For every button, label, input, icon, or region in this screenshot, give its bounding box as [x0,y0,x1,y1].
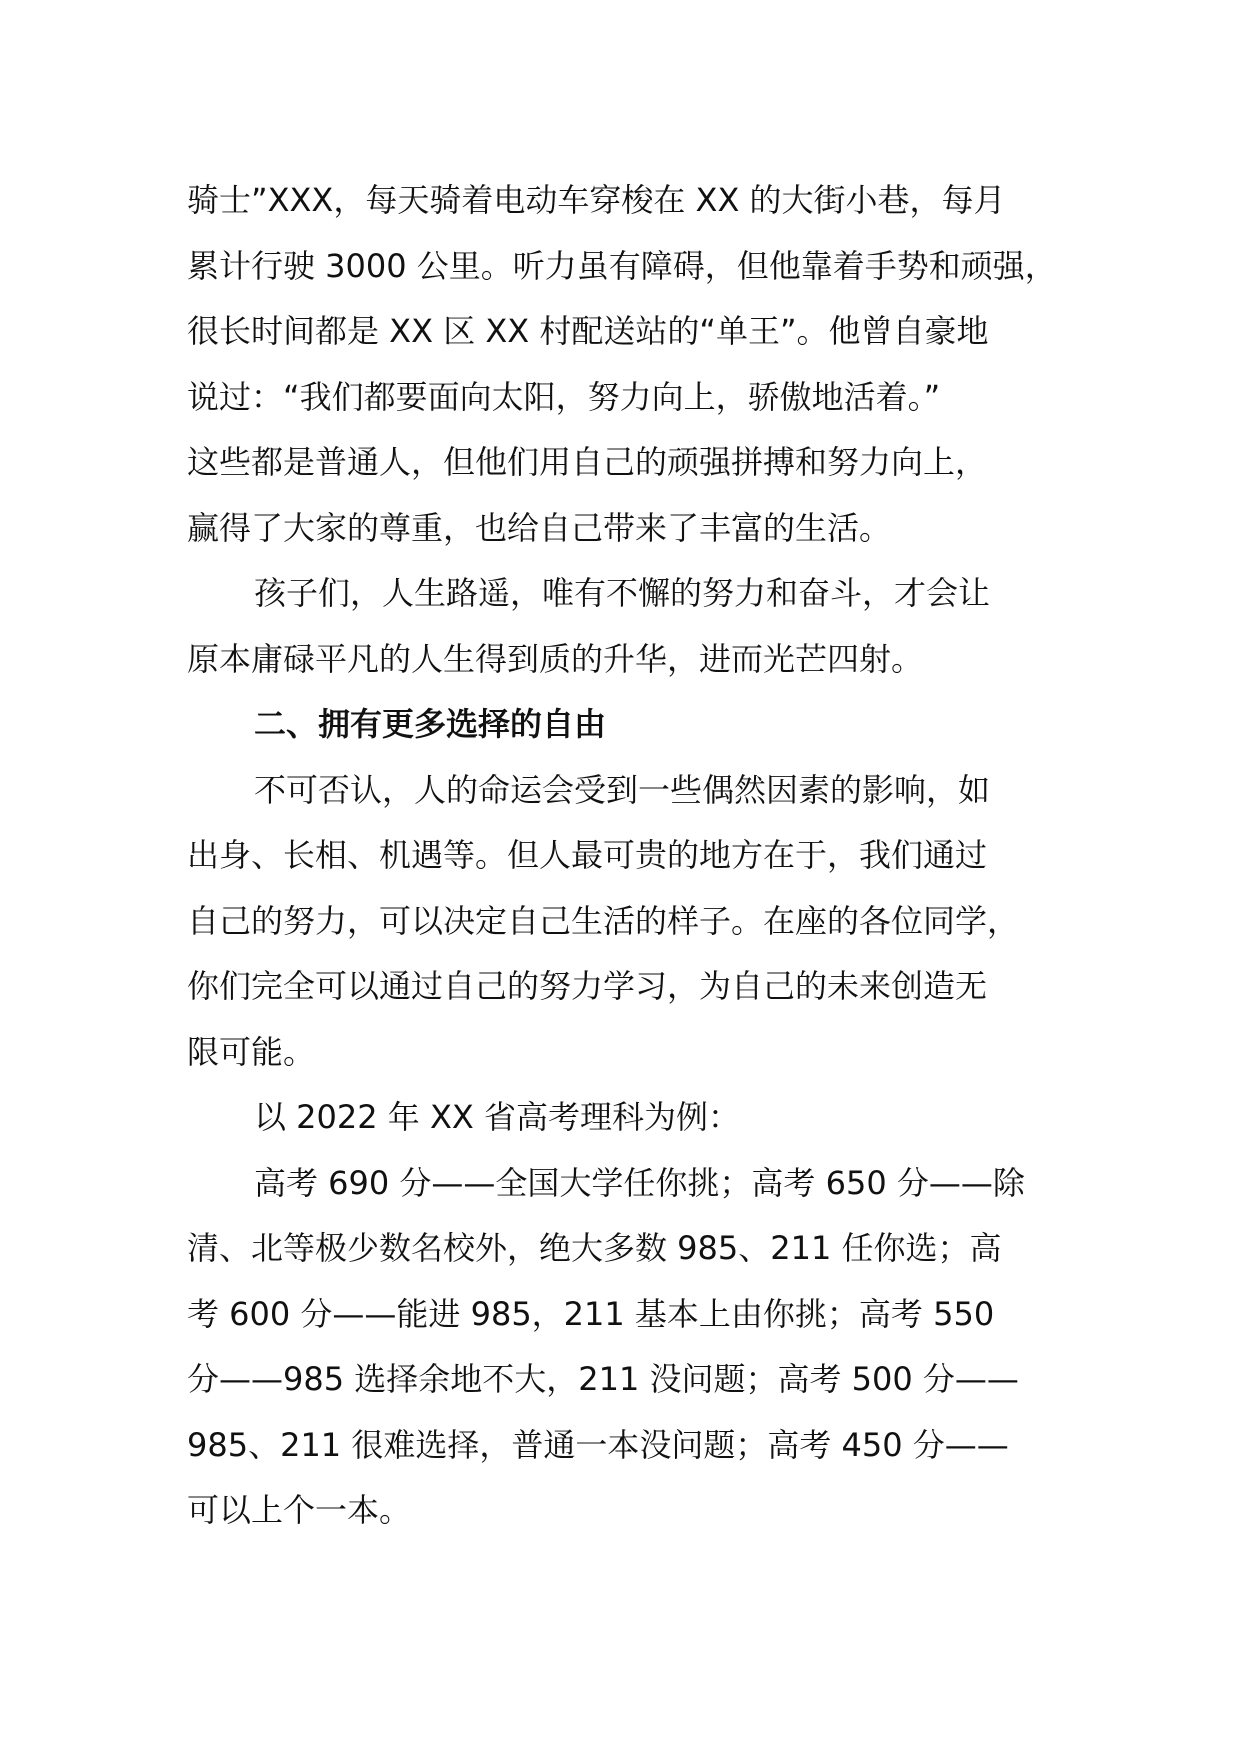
body-line: 清、北等极少数名校外，绝大多数 985、211 任你选；高 [187,1229,1002,1267]
body-line: 这些都是普通人，但他们用自己的顽强拼搏和努力向上， [187,443,988,481]
body-line: 你们完全可以通过自己的努力学习，为自己的未来创造无 [187,967,988,1005]
paragraph-start-line: 高考 690 分——全国大学任你挑；高考 650 分——除 [254,1163,1025,1202]
body-line: 限可能。 [187,1032,316,1071]
body-line: 骑士”XXX，每天骑着电动车穿梭在 XX 的大街小巷，每月 [187,181,1006,219]
paragraph-start-line: 以 2022 年 XX 省高考理科为例： [254,1098,740,1136]
document-body [187,168,1067,1544]
paragraph-start-line: 不可否认，人的命运会受到一些偶然因素的影响，如 [254,770,991,809]
body-line: 考 600 分——能进 985，211 基本上由你挑；高考 550 [187,1294,995,1333]
body-line: 说过：“我们都要面向太阳，努力向上，骄傲地活着。” [187,377,941,416]
body-line: 很长时间都是 XX 区 XX 村配送站的“单王”。他曾自豪地 [187,312,989,350]
body-line: 可以上个一本。 [187,1491,412,1529]
body-line: 出身、长相、机遇等。但人最可贵的地方在于，我们通过 [187,836,988,874]
body-line: 985、211 很难选择，普通一本没问题；高考 450 分—— [187,1425,1009,1464]
body-line: 分——985 选择余地不大，211 没问题；高考 500 分—— [187,1360,1019,1398]
section-heading: 二、拥有更多选择的自由 [254,705,607,743]
body-line: 赢得了大家的尊重，也给自己带来了丰富的生活。 [187,508,892,547]
body-line: 自己的努力，可以决定自己生活的样子。在座的各位同学， [187,901,1020,940]
paragraph-start-line: 孩子们，人生路遥，唯有不懈的努力和奋斗，才会让 [254,574,991,612]
body-line: 累计行驶 3000 公里。听力虽有障碍，但他靠着手势和顽强， [187,246,1057,285]
body-line: 原本庸碌平凡的人生得到质的升华，进而光芒四射。 [187,639,924,678]
